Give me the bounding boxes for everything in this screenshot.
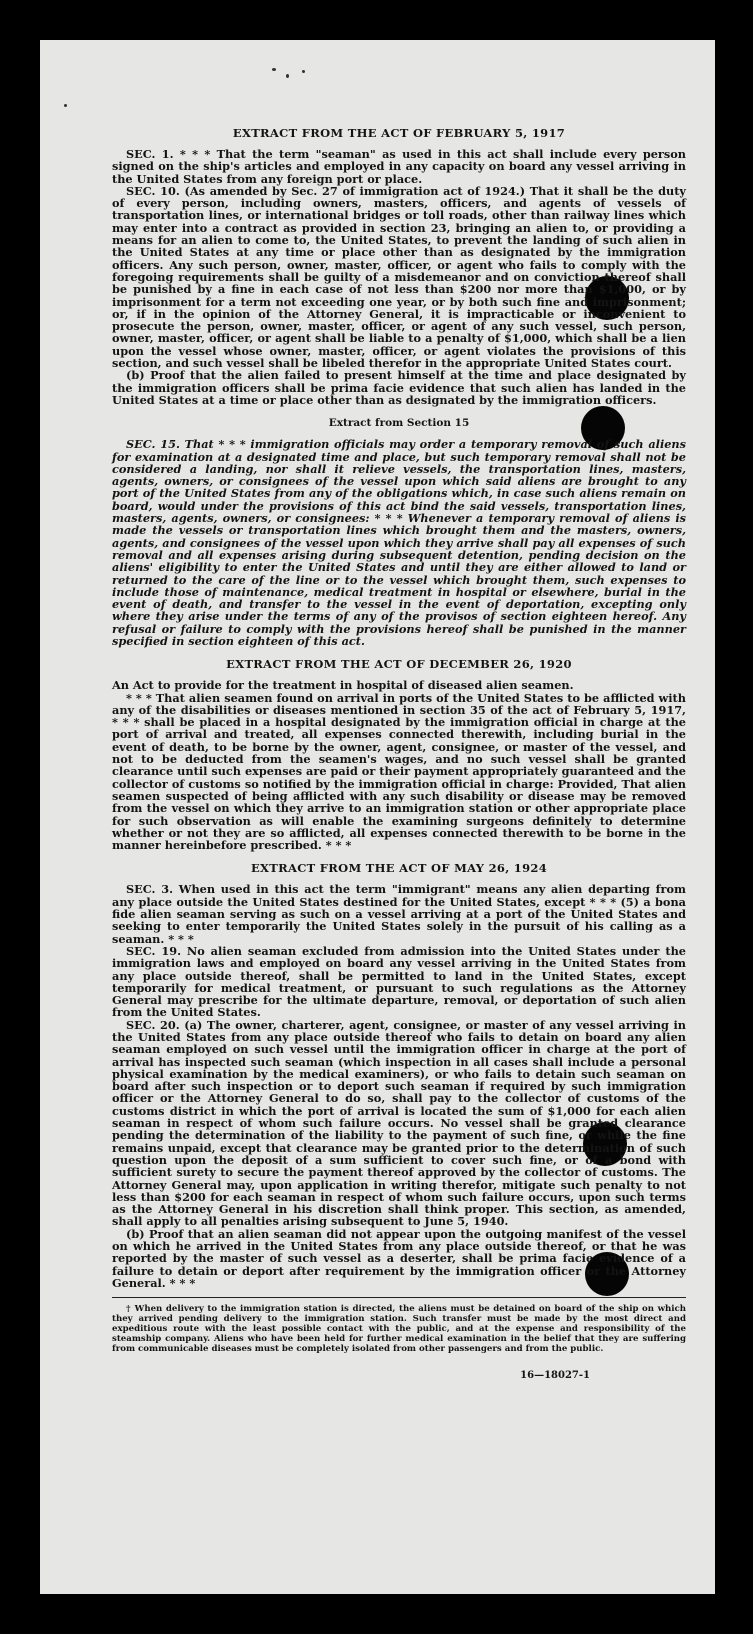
section-20-b: (b) Proof that an alien seaman did not appear upon the outgoing manifest of the vessel on which he arrived in the United States from any place outside thereof, or that he was reported by the master of such vessel as a deserter, shall be prima facie evidence of a failure to detain or deport after requirement by the immigration officer or the Attorney General. * * * [112, 1226, 686, 1290]
footnote: † When delivery to the immigration station is directed, the aliens must be detained on board of the ship on which they arrived pending delivery to the immigration station. Such transfer must be made by the most direct and expeditious route with the least possible contact with the public, and at the expense and responsibility of the steamship company. Aliens who have been held for further medical examination in the belief that they are suffering from communicable diseases must be completely isolated from other passengers and from the public. [112, 1304, 686, 1355]
section-1: SEC. 1. * * * That the term "seaman" as used in this act shall include every person signed on the ship's articles and employed in any capacity on board any vessel arriving in the United States from any foreign port or place. [112, 147, 686, 186]
header-act-1917: EXTRACT FROM THE ACT OF FEBRUARY 5, 1917 [232, 126, 566, 140]
section-10: SEC. 10. (As amended by Sec. 27 of immigration act of 1924.) That it shall be the duty of every person, including owners, masters, officers, and agents of vessels of transportation lines, or international bridges or toll roads, other than railway lines which may enter into a contract as provided in section 23, bringing an alien to, or providing a means for an alien to come to, the United States, to prevent the landing of such alien in the United States at any time or place other than as designated by the immigration officers. Any such person, owner, master, officer, or agent who fails to comply with the foregoing requirements shall be guilty of a misdemeanor and on conviction thereof shall be punished by a fine in each case of not less than $200 nor more than $1,000, or by imprisonment for a term not exceeding one year, or by both such fine and imprisonment; or, if in the opinion of the Attorney General, it is impracticable or inconvenient to prosecute the person, owner, master, officer, or agent of any such vessel, such person, owner, master, officer, or agent shall be liable to a penalty of $1,000, which shall be a lien upon the vessel whose owner, master, officer, or agent violates the provisions of this section, and such vessel shall be libeled therefor in the appropriate United States court. [112, 183, 686, 371]
act-1920-title: An Act to provide for the treatment in hospital of diseased alien seamen. [112, 678, 574, 693]
act-1920-body: * * * That alien seamen found on arrival in ports of the United States to be afflicted with any of the disabilities or diseases mentioned in section 35 of the act of February 5, 1917, * * * shall be placed in a hospital designated by the immigration official in charge at the port of arrival and treated, all expenses connected therewith, including burial in the event of death, to be borne by the owner, agent, consignee, or master of the vessel, and not to be deducted from the seamen's wages, and no such vessel shall be granted clearance until such expenses are paid or their payment appropriately guaranteed and the collector of customs so notified by the immigration official in charge: Provided, That alien seamen suspected of being afflicted with any such disability or disease may be removed from the vessel on which they arrive to an immigration station or other appropriate place for such observation as will enable the examining surgeons definitely to determine whether or not they are so afflicted, all expenses connected therewith to be borne in the manner hereinbefore prescribed. * * * [112, 690, 686, 853]
scan-speck [64, 104, 67, 107]
section-20: SEC. 20. (a) The owner, charterer, agent, consignee, or master of any vessel arriving in the United States from any place outside thereof who fails to detain on board any alien seaman employed on such vessel until the immigration officer in charge at the port of arrival has inspected such seaman (which inspection in all cases shall include a personal physical examination by the medical examiners), or who fails to detain such seaman on board after such inspection or to deport such seaman if required by such immigration officer or the Attorney General to do so, shall pay to the collector of customs of the customs district in which the port of arrival is located the sum of $1,000 for each alien seaman in respect of whom such failure occurs. No vessel shall be granted clearance pending the determination of the liability to the payment of such fine, or while the fine remains unpaid, except that clearance may be granted prior to the determination of such question upon the deposit of a sum sufficient to cover such fine, or of a bond with sufficient surety to secure the payment thereof approved by the collector of customs. The Attorney General may, upon application in writing therefor, mitigate such penalty to not less than $200 for each seaman in respect of whom such failure occurs, upon such terms as the Attorney General in his discretion shall think proper. This section, as amended, shall apply to all penalties arising subsequent to June 5, 1940. [112, 1017, 686, 1229]
footnote-divider [112, 1297, 686, 1298]
section-3: SEC. 3. When used in this act the term "immigrant" means any alien departing from any place outside the United States destined for the United States, except * * * (5) a bona fide alien seaman serving as such on a vessel arriving at a port of the United States and seeking to enter temporarily the United States solely in the pursuit of his calling as a seaman. * * * [112, 882, 686, 946]
scan-speck [272, 68, 276, 71]
section-19: SEC. 19. No alien seaman excluded from admission into the United States under the immigration laws and employed on board any vessel arriving in the United States from any place outside thereof, shall be permitted to land in the United States, except temporarily for medical treatment, or pursuant to such regulations as the Attorney General may prescribe for the ultimate departure, removal, or deportation of such alien from the United States. [112, 943, 686, 1020]
header-section-15: Extract from Section 15 [328, 417, 470, 430]
header-act-1924: EXTRACT FROM THE ACT OF MAY 26, 1924 [250, 861, 548, 876]
section-15: SEC. 15. That * * * immigration officials may order a temporary removal of such aliens for examination at a designated time and place, but such temporary removal shall not be considered a landing, nor shall it relieve vessels, the transportation lines, masters, agents, owners, or consignees of the vessel upon which said aliens are brought to any port of the United States from any of the obligations which, in case such aliens remain on board, would under the provisions of this act bind the said vessels, transportation lines, masters, agents, owners, or consignees: * * * Whenever a temporary removal of aliens is made the vessels or transportation lines which brought them and the masters, owners, agents, and consignees of the vessel upon which they arrive shall pay all expenses of such removal and all expenses arising during subsequent detention, pending decision on the aliens' eligibility to enter the United States and until they are either allowed to land or returned to the care of the line or to the vessel which brought them, such expenses to include those of maintenance, medical treatment in hospital or elsewhere, burial in the event of death, and transfer to the vessel in the event of deportation, excepting only where they arise under the terms of any of the provisos of section eighteen hereof. Any refusal or failure to comply with the provisions hereof shall be punished in the manner specified in section eighteen of this act. [112, 437, 686, 648]
header-act-1920: EXTRACT FROM THE ACT OF DECEMBER 26, 1920 [226, 657, 572, 672]
section-10-b: (b) Proof that the alien failed to present himself at the time and place designated by the immigration officers shall be prima facie evidence that such alien has landed in the United States at a time or place other than as designated by the immigration officers. [112, 368, 686, 407]
document-page [40, 40, 715, 1594]
document-body [112, 116, 686, 1381]
document-number: 16—18027-1 [520, 1370, 590, 1382]
scan-speck [286, 74, 289, 78]
scan-speck [302, 70, 305, 73]
